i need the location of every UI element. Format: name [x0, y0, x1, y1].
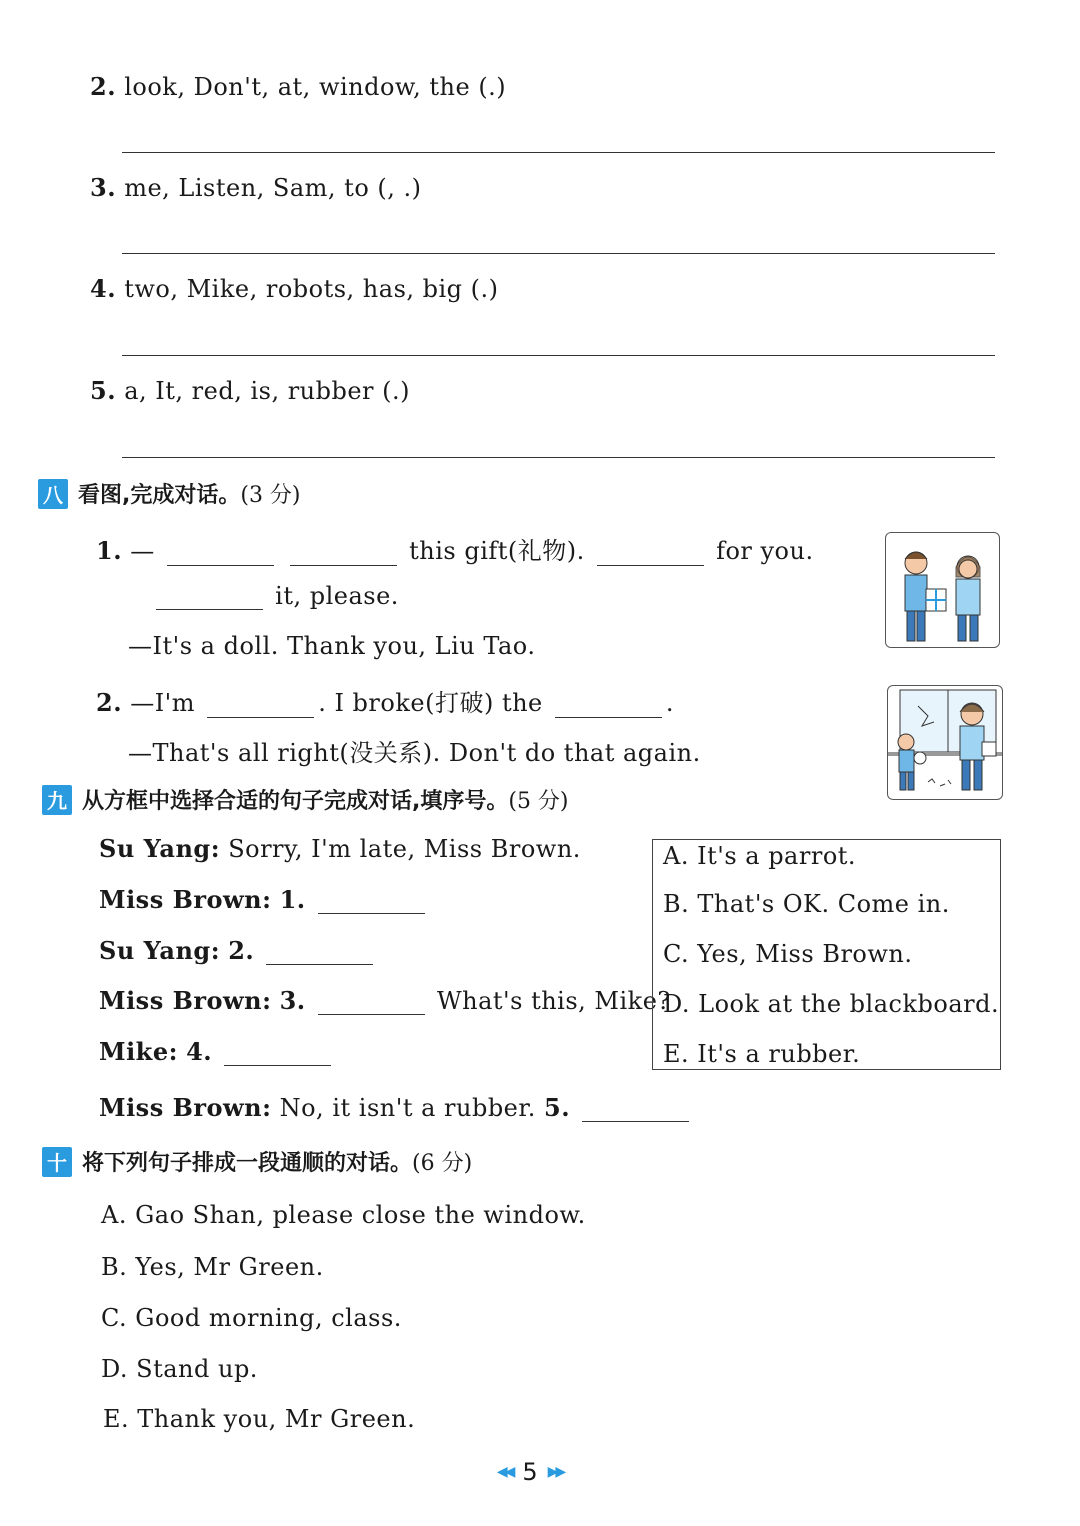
dialogue-line: [99, 986, 671, 1015]
section-number-badge: 八: [38, 479, 68, 509]
section-9-heading: [42, 784, 569, 815]
answer-line[interactable]: [122, 457, 995, 458]
blank[interactable]: [167, 541, 274, 566]
question-words: two, Mike, robots, has, big (.): [124, 275, 499, 303]
dialogue-text: No, it isn't a rubber.: [279, 1094, 536, 1122]
sentence-b: B. Yes, Mr Green.: [101, 1253, 324, 1281]
blank[interactable]: [318, 889, 425, 914]
section-score: (5 分): [508, 789, 569, 814]
section-title: [82, 784, 569, 815]
question-number: 5.: [90, 376, 117, 405]
option-a: A. It's a parrot.: [663, 842, 857, 870]
section-title-text: 从方框中选择合适的句子完成对话,填序号。: [82, 789, 509, 814]
dialogue-text: .: [665, 689, 675, 717]
blank[interactable]: [207, 693, 314, 718]
dialogue-text: this gift(礼物).: [409, 537, 585, 565]
blank[interactable]: [290, 541, 397, 566]
sentence-d: D. Stand up.: [101, 1355, 258, 1383]
speaker-name: Mike:: [99, 1037, 178, 1066]
question-3: [90, 173, 422, 202]
sentence-c: C. Good morning, class.: [101, 1304, 402, 1332]
left-arrows-icon: ◀◀: [496, 1464, 513, 1480]
blank[interactable]: [266, 940, 373, 965]
dialogue-line: [99, 885, 429, 914]
broken-window-scene-icon: [888, 686, 1002, 799]
question-number: 3.: [90, 173, 117, 202]
section-number-badge: 九: [42, 785, 72, 815]
question-number: 2.: [96, 688, 123, 717]
blank-number: 4.: [186, 1037, 213, 1066]
blank[interactable]: [555, 693, 662, 718]
blank[interactable]: [318, 990, 425, 1015]
right-arrows-icon: ▶▶: [547, 1464, 564, 1480]
speaker-name: Su Yang:: [99, 936, 221, 965]
dialogue-line: [99, 834, 581, 863]
option-c: C. Yes, Miss Brown.: [663, 940, 913, 968]
question-words: a, It, red, is, rubber (.): [124, 377, 411, 405]
blank-number: 1.: [279, 885, 306, 914]
dialogue-text: —I'm: [130, 689, 196, 717]
section-score: (3 分): [240, 483, 301, 508]
section-8-heading: [38, 478, 301, 509]
section-score: (6 分): [412, 1151, 473, 1176]
page-number: 5: [522, 1458, 538, 1486]
dialogue-line: [99, 936, 377, 965]
section-title: [82, 1146, 472, 1177]
dialogue-1-line-1: [96, 531, 814, 566]
section-title: [78, 478, 301, 509]
blank[interactable]: [156, 585, 263, 610]
gift-illustration: [885, 532, 1000, 648]
section-title-text: 将下列句子排成一段通顺的对话。: [82, 1151, 413, 1176]
answer-line[interactable]: [122, 355, 995, 356]
dialogue-text: What's this, Mike?: [436, 987, 671, 1015]
answer-line[interactable]: [122, 253, 995, 254]
dialogue-2-line-1: [96, 683, 674, 718]
dialogue-text: it, please.: [275, 582, 399, 610]
blank[interactable]: [582, 1097, 689, 1122]
question-words: me, Listen, Sam, to (, .): [124, 174, 422, 202]
question-number: 1.: [96, 536, 123, 565]
gift-scene-icon: [886, 533, 999, 647]
option-b: B. That's OK. Come in.: [663, 890, 950, 918]
speaker-name: Miss Brown:: [99, 986, 272, 1015]
blank[interactable]: [224, 1041, 331, 1066]
speaker-name: Miss Brown:: [99, 1093, 272, 1122]
dialogue-line: [99, 1037, 335, 1066]
broken-window-illustration: [887, 685, 1003, 800]
section-title-text: 看图,完成对话。: [78, 483, 241, 508]
page-footer: [460, 1458, 600, 1486]
dash: —: [130, 537, 155, 565]
question-5: [90, 376, 410, 405]
section-10-heading: [42, 1146, 472, 1177]
blank-number: 3.: [279, 986, 306, 1015]
speaker-name: Miss Brown:: [99, 885, 272, 914]
speaker-name: Su Yang:: [99, 834, 221, 863]
dialogue-text: . I broke(打破) the: [318, 689, 543, 717]
blank-number: 2.: [228, 936, 255, 965]
question-words: look, Don't, at, window, the (.): [124, 73, 507, 101]
dialogue-text: Sorry, I'm late, Miss Brown.: [228, 835, 581, 863]
blank[interactable]: [597, 541, 704, 566]
blank-number: 5.: [544, 1093, 571, 1122]
option-d: D. Look at the blackboard.: [663, 990, 1000, 1018]
question-number: 2.: [90, 72, 117, 101]
sentence-e: E. Thank you, Mr Green.: [103, 1405, 416, 1433]
sentence-a: A. Gao Shan, please close the window.: [101, 1201, 586, 1229]
question-2: [90, 72, 506, 101]
option-e: E. It's a rubber.: [663, 1040, 861, 1068]
question-number: 4.: [90, 274, 117, 303]
section-number-badge: 十: [42, 1147, 72, 1177]
dialogue-text: for you.: [716, 537, 814, 565]
dialogue-1-line-2: [152, 582, 399, 610]
dialogue-1-reply: —It's a doll. Thank you, Liu Tao.: [128, 632, 536, 660]
dialogue-line: [99, 1093, 693, 1122]
options-box: [652, 839, 1001, 1070]
answer-line[interactable]: [122, 152, 995, 153]
dialogue-2-reply: —That's all right(没关系). Don't do that again.: [128, 739, 701, 767]
question-4: [90, 274, 499, 303]
